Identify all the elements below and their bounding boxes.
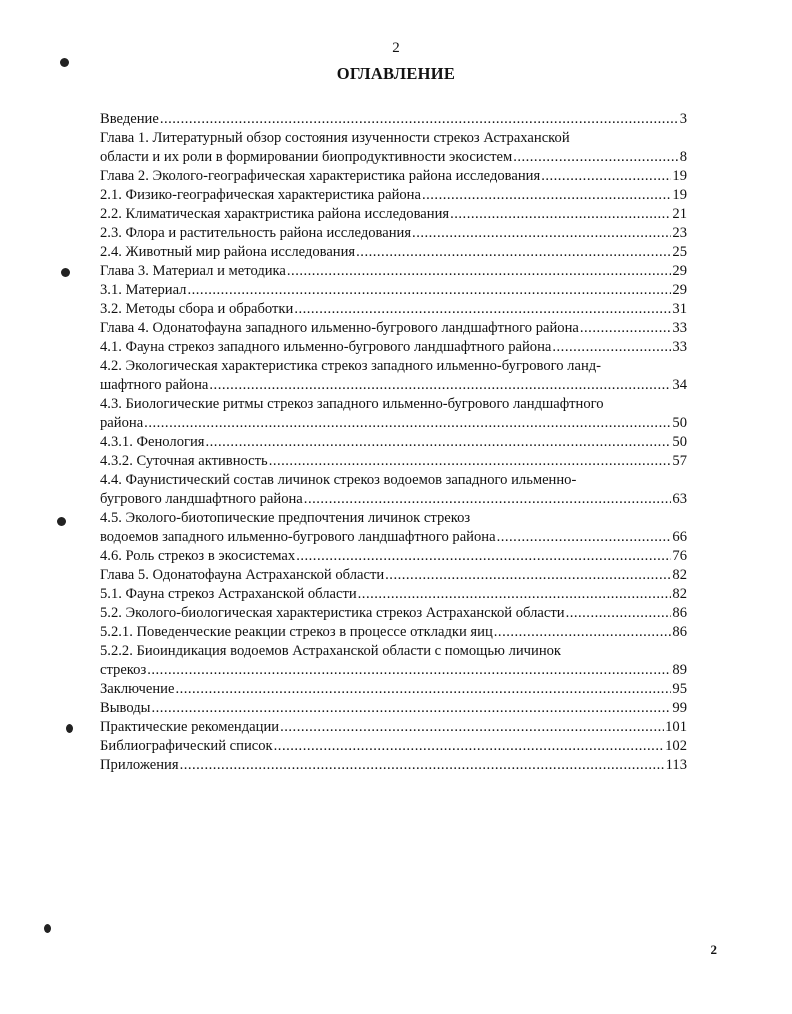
dot-leader [385,566,671,585]
scan-mark [44,924,51,933]
toc-page-number: 82 [672,586,687,602]
dot-leader [304,490,672,509]
toc-entry-text: 2.1. Физико-географическая характеристика района [100,187,421,203]
toc-entry-text: района [100,415,144,431]
dot-leader [566,604,672,623]
toc-entry [100,585,687,604]
toc-entry [100,737,687,756]
table-of-contents [100,110,687,775]
toc-entry-text: Глава 1. Литературный обзор состояния изученности стрекоз Астраханской [100,130,570,146]
toc-entry [100,338,687,357]
toc-entry [100,471,687,509]
dot-leader [450,205,671,224]
toc-entry [100,319,687,338]
toc-entry [100,281,687,300]
toc-page-number: 95 [672,681,687,697]
toc-entry-text: Выводы [100,700,151,716]
toc-entry [100,756,687,775]
toc-entry-text: Приложения [100,757,179,773]
dot-leader [147,661,671,680]
toc-entry-text: Глава 2. Эколого-географическая характеристика района исследования [100,168,541,184]
toc-entry-text: 3.2. Методы сбора и обработки [100,301,294,317]
toc-entry-text: бугрового ландшафтного района [100,491,303,507]
toc-entry [100,566,687,585]
dot-leader [280,718,664,737]
dot-leader [151,699,671,718]
toc-page-number: 63 [672,491,687,507]
toc-entry-text: 4.3.2. Суточная активность [100,453,268,469]
toc-entry-text: Введение [100,111,159,127]
toc-page-number: 113 [665,757,687,773]
toc-entry [100,243,687,262]
dot-leader [175,680,671,699]
toc-page-number: 57 [672,453,687,469]
toc-entry [100,357,687,395]
toc-entry-text: 2.3. Флора и растительность района исследования [100,225,412,241]
dot-leader [206,433,672,452]
toc-page-number: 76 [672,548,687,564]
toc-entry [100,509,687,547]
toc-entry-text: Глава 5. Одонатофауна Астраханской области [100,567,385,583]
toc-entry-text: 4.2. Экологическая характеристика стрекоз западного ильменно-бугрового ланд- [100,358,602,374]
toc-page-number: 33 [672,320,687,336]
toc-entry [100,604,687,623]
toc-entry-text: Библиографический список [100,738,273,754]
dot-leader [513,148,679,167]
toc-entry [100,623,687,642]
toc-entry-text: 2.4. Животный мир района исследования [100,244,356,260]
toc-entry-text: Практические рекомендации [100,719,280,735]
dot-leader [494,623,672,642]
dot-leader [274,737,664,756]
toc-page-number: 101 [665,719,687,735]
toc-page-number: 50 [672,415,687,431]
toc-entry-text: водоемов западного ильменно-бугрового ландшафтного района [100,529,496,545]
dot-leader [412,224,671,243]
toc-page-number: 86 [672,624,687,640]
page-number-top: 2 [392,40,400,56]
dot-leader [541,167,671,186]
toc-page-number: 31 [672,301,687,317]
toc-entry-text: 4.5. Эколого-биотопические предпочтения личинок стрекоз [100,510,471,526]
toc-page-number: 19 [672,187,687,203]
toc-entry-text: 5.2.2. Биоиндикация водоемов Астраханской области с помощью личинок [100,643,562,659]
toc-page-number: 66 [672,529,687,545]
toc-entry [100,110,687,129]
toc-entry-text: области и их роли в формировании биопродуктивности экосистем [100,149,513,165]
toc-entry-text: 3.1. Материал [100,282,187,298]
toc-entry [100,205,687,224]
toc-entry [100,395,687,433]
dot-leader [209,376,671,395]
toc-entry-text: Глава 3. Материал и методика [100,263,286,279]
toc-entry-text: 4.4. Фаунистический состав личинок стрекоз водоемов западного ильменно- [100,472,577,488]
toc-entry-text: 4.3. Биологические ритмы стрекоз западного ильменно-бугрового ландшафтного [100,396,604,412]
dot-leader [296,547,671,566]
toc-page-number: 25 [672,244,687,260]
scan-mark [61,268,70,277]
dot-leader [287,262,672,281]
page-number-bottom: 2 [710,942,717,957]
dot-leader [552,338,671,357]
toc-entry-text: 4.1. Фауна стрекоз западного ильменно-бугрового ландшафтного района [100,339,552,355]
toc-page-number: 29 [672,282,687,298]
toc-entry [100,186,687,205]
toc-page-number: 34 [672,377,687,393]
toc-entry [100,262,687,281]
toc-page-number: 3 [679,111,687,127]
toc-page-number: 50 [672,434,687,450]
dot-leader [160,110,679,129]
toc-entry [100,167,687,186]
toc-entry [100,680,687,699]
toc-page-number: 8 [679,149,687,165]
dot-leader [356,243,671,262]
toc-entry [100,642,687,680]
dot-leader [180,756,665,775]
toc-entry-text: 4.3.1. Фенология [100,434,205,450]
toc-entry [100,718,687,737]
toc-entry-text: 5.2.1. Поведенческие реакции стрекоз в процессе откладки яиц [100,624,493,640]
toc-entry-text: шафтного района [100,377,209,393]
toc-page-number: 99 [672,700,687,716]
toc-entry [100,699,687,718]
toc-entry [100,129,687,167]
toc-entry [100,547,687,566]
scan-mark [57,517,66,526]
toc-page-number: 19 [672,168,687,184]
toc-entry-text: 5.1. Фауна стрекоз Астраханской области [100,586,357,602]
page-title: ОГЛАВЛЕНИЕ [336,64,456,83]
dot-leader [422,186,671,205]
toc-entry-text: Заключение [100,681,175,697]
dot-leader [497,528,672,547]
dot-leader [269,452,672,471]
toc-page-number: 82 [672,567,687,583]
toc-entry [100,433,687,452]
toc-entry [100,452,687,471]
toc-entry-text: 5.2. Эколого-биологическая характеристика стрекоз Астраханской области [100,605,565,621]
toc-page-number: 23 [672,225,687,241]
scan-mark [66,724,73,733]
dot-leader [358,585,672,604]
dot-leader [187,281,671,300]
scan-mark [60,58,69,67]
dot-leader [144,414,671,433]
toc-entry [100,300,687,319]
toc-entry-text: 4.6. Роль стрекоз в экосистемах [100,548,296,564]
toc-page-number: 89 [672,662,687,678]
toc-page-number: 102 [665,738,687,754]
toc-page-number: 86 [672,605,687,621]
toc-page-number: 33 [672,339,687,355]
dot-leader [294,300,671,319]
toc-entry-text: Глава 4. Одонатофауна западного ильменно-бугрового ландшафтного района [100,320,579,336]
dot-leader [580,319,672,338]
toc-entry-text: 2.2. Климатическая характристика района исследования [100,206,450,222]
toc-page-number: 29 [672,263,687,279]
toc-entry [100,224,687,243]
toc-page-number: 21 [672,206,687,222]
toc-entry-text: стрекоз [100,662,147,678]
